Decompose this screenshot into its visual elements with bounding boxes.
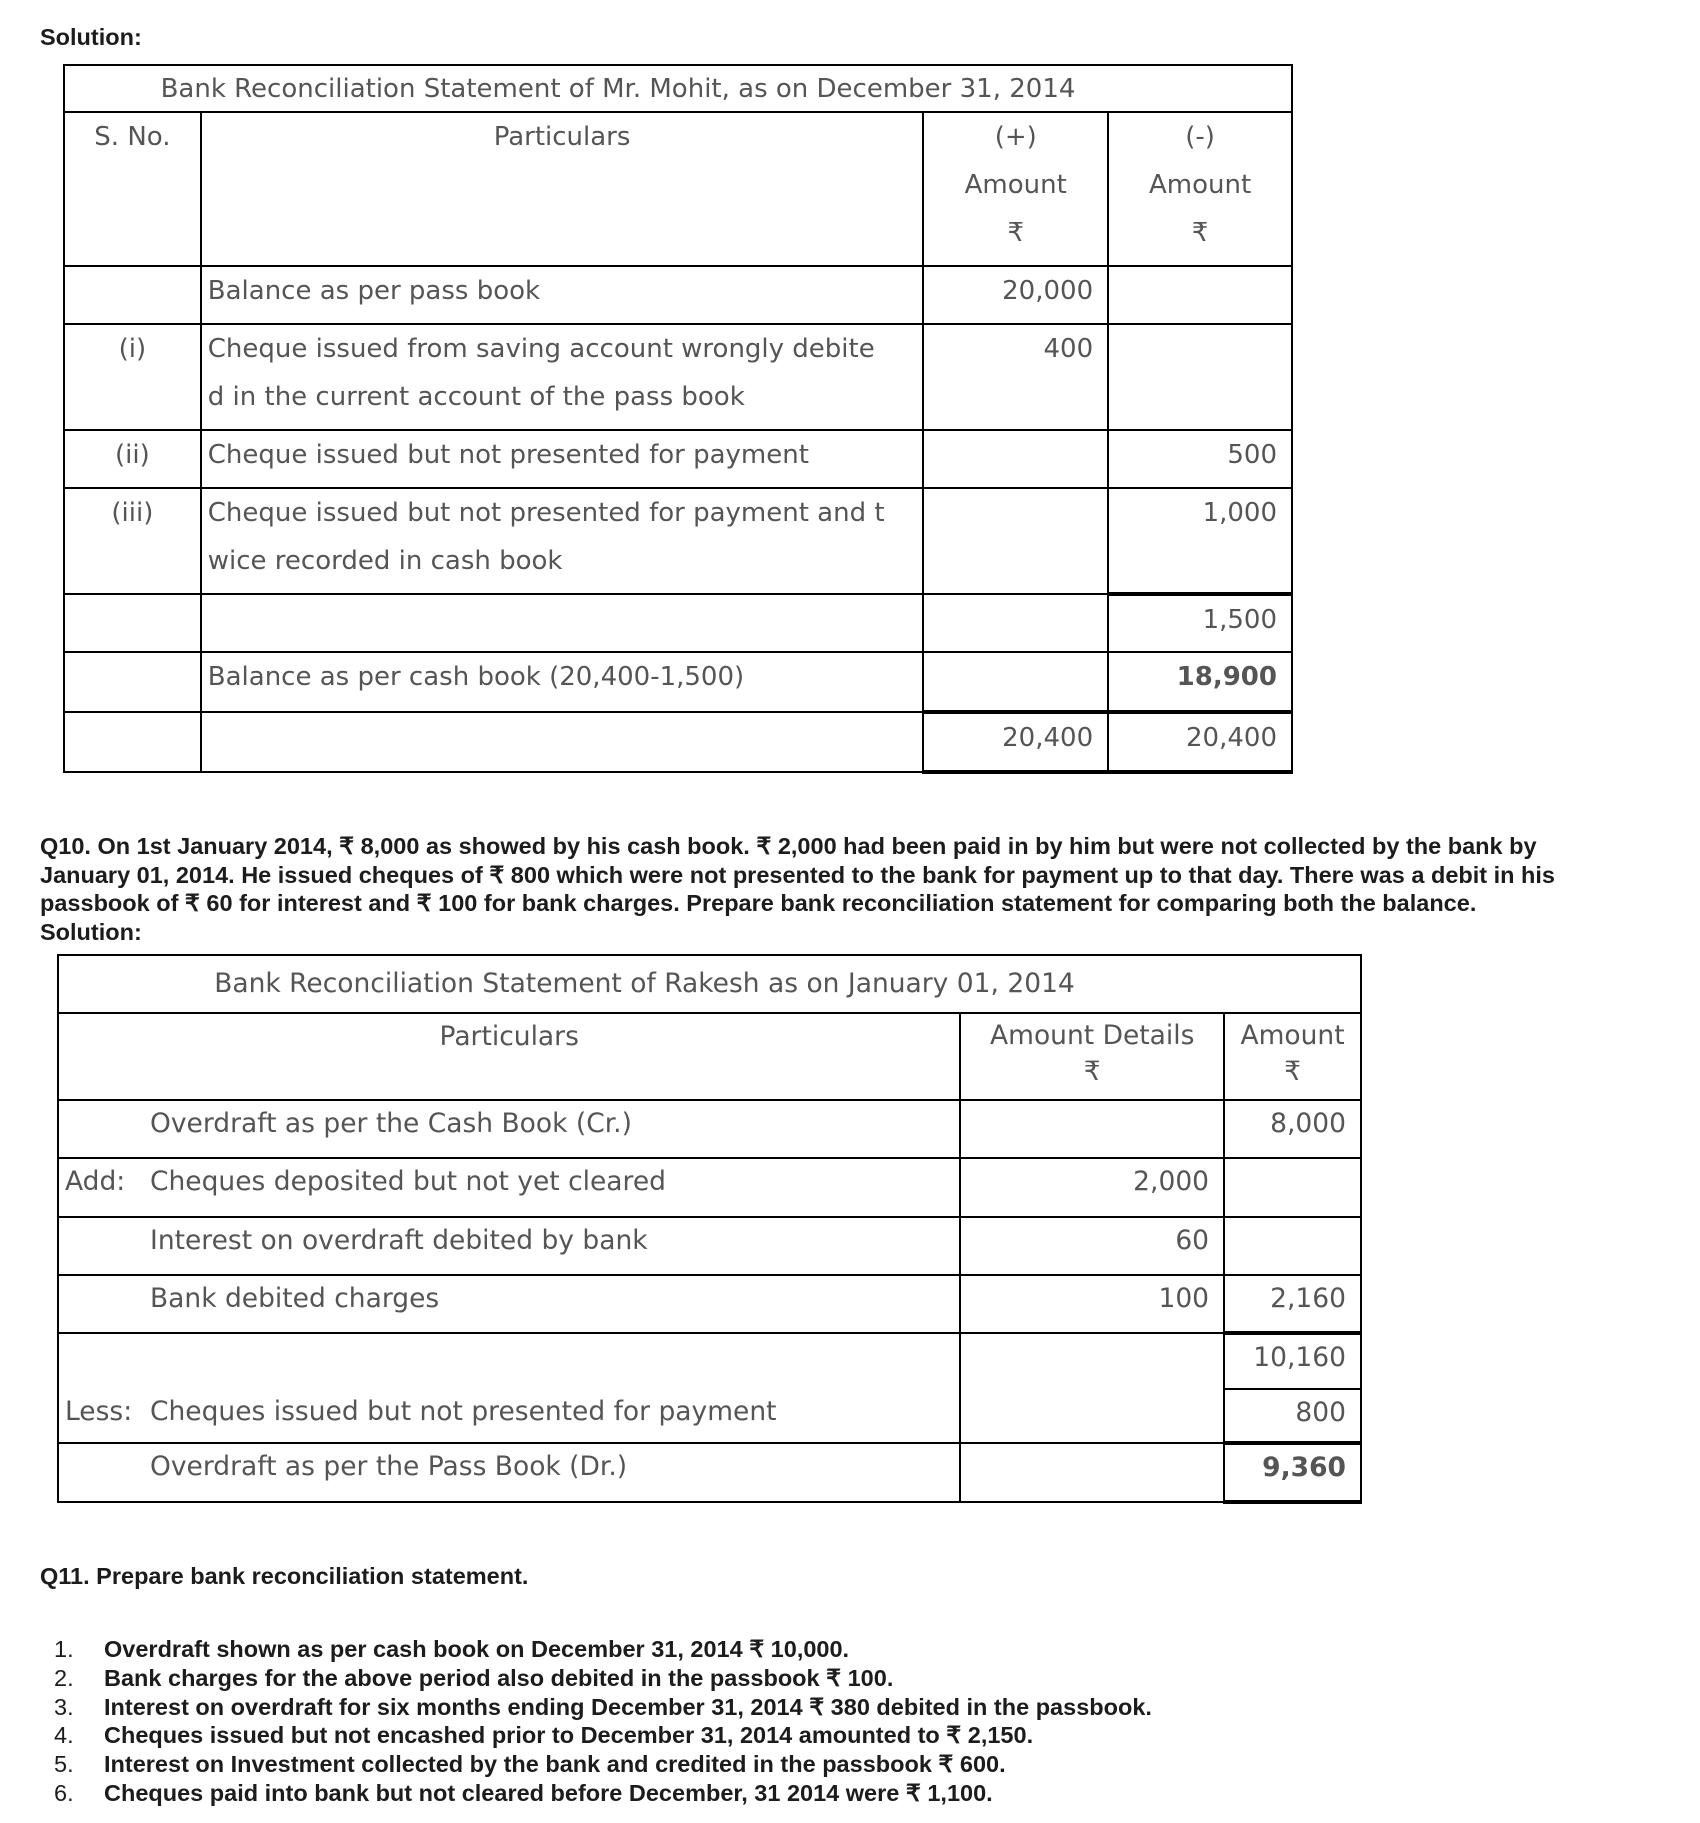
table-row [64,430,1292,488]
row-amount [1224,1217,1361,1275]
row-sno [64,712,201,772]
row-sno [64,266,201,324]
amount-label: Amount [1240,1020,1345,1051]
row-details-amount: 100 [960,1275,1224,1333]
row-subtotal: 10,160 [1224,1333,1361,1389]
table-title: Bank Reconciliation Statement of Mr. Mohit, as on December 31, 2014 [160,73,1076,104]
q10-line2: January 01, 2014. He issued cheques of ₹ 800 which were not presented to the bank for payment up to that day. There was a debit in his [40,862,1556,888]
table-row [64,594,1292,652]
row-plus-amount [923,430,1108,488]
q10-line1: Q10. On 1st January 2014, ₹ 8,000 as showed by his cash book. ₹ 2,000 had been paid in by him but were not collected by the bank by [40,833,1537,859]
header-plus-amount [923,112,1108,266]
solution-label: Solution: [40,24,142,50]
row-minus-amount: 1,000 [1108,488,1292,594]
row-label: Cheques issued but not presented for payment [150,1396,777,1427]
row-particulars [201,324,924,430]
bank-reconciliation-table-rakesh [57,954,1362,1504]
item-number: 3. [54,1693,74,1720]
row-minus-amount [1108,324,1292,430]
plus-sign: (+) [994,122,1037,152]
plus-amount-label: Amount [964,170,1067,200]
row-prefix-add: Add: [65,1166,126,1197]
row-particulars [58,1100,960,1158]
row-particulars: Balance as per cash book (20,400-1,500) [201,652,924,712]
header-particulars: Particulars [201,112,924,266]
row-particulars [58,1275,960,1333]
row-particulars-line1: Cheque issued but not presented for payment and t [207,498,885,528]
q10-solution-label: Solution: [40,919,142,945]
item-text: Cheques paid into bank but not cleared before December, 31 2014 were ₹ 1,100. [104,1779,993,1806]
row-particulars: Balance as per pass book [201,266,924,324]
header-amount-details [960,1013,1224,1100]
item-number: 2. [54,1664,74,1691]
item-text: Overdraft shown as per cash book on December 31, 2014 ₹ 10,000. [104,1636,850,1662]
row-amount [1224,1158,1361,1217]
rupee-icon: ₹ [1284,1056,1301,1087]
table-row [58,1158,1361,1217]
item-number: 4. [54,1722,74,1749]
row-particulars [201,488,924,594]
row-particulars [58,1217,960,1275]
row-minus-amount [1108,266,1292,324]
row-amount: 800 [1224,1389,1361,1443]
row-sno: (i) [64,324,201,430]
table-row [58,1333,1361,1389]
q11-title: Q11. Prepare bank reconciliation statement. [40,1563,529,1589]
row-particulars-line2: wice recorded in cash book [207,546,563,576]
row-plus-amount: 400 [923,324,1108,430]
header-minus-amount [1108,112,1292,266]
item-number: 1. [54,1636,74,1662]
row-minus-amount: 18,900 [1108,652,1292,712]
row-particulars [201,594,924,652]
row-details-amount [960,1389,1224,1443]
item-text: Interest on overdraft for six months ending December 31, 2014 ₹ 380 debited in the passbook. [104,1693,1152,1720]
item-text: Cheques issued but not encashed prior to December 31, 2014 amounted to ₹ 2,150. [104,1722,1034,1749]
item-number: 5. [54,1751,74,1778]
amount-details-label: Amount Details [990,1020,1195,1051]
row-details-amount [960,1333,1224,1389]
row-label: Interest on overdraft debited by bank [150,1225,648,1256]
row-particulars-line2: d in the current account of the pass book [207,382,745,412]
row-particulars [201,712,924,772]
minus-sign: (-) [1185,122,1215,152]
row-particulars [58,1158,960,1217]
table-row [64,266,1292,324]
table-row [64,712,1292,772]
row-plus-amount [923,594,1108,652]
table-row [58,1217,1361,1275]
row-amount: 2,160 [1224,1275,1361,1333]
item-text: Interest on Investment collected by the bank and credited in the passbook ₹ 600. [104,1751,1006,1778]
table-title: Bank Reconciliation Statement of Rakesh as on January 01, 2014 [214,968,1075,999]
row-minus-amount: 1,500 [1108,594,1292,652]
bank-reconciliation-table-mohit [63,64,1293,774]
row-sno [64,594,201,652]
table-row [58,1275,1361,1333]
item-text: Bank charges for the above period also debited in the passbook ₹ 100. [104,1664,894,1691]
row-plus-total: 20,400 [923,712,1108,772]
row-details-amount [960,1100,1224,1158]
minus-amount-label: Amount [1148,170,1252,200]
row-minus-amount: 500 [1108,430,1292,488]
header-particulars: Particulars [58,1013,960,1100]
row-particulars-line1: Cheque issued from saving account wrongly debite [207,334,875,364]
row-sno: (ii) [64,430,201,488]
row-label: Overdraft as per the Cash Book (Cr.) [150,1108,632,1139]
row-plus-amount: 20,000 [923,266,1108,324]
row-details-amount [960,1443,1224,1502]
header-sno: S. No. [64,112,201,266]
header-amount [1224,1013,1361,1100]
q10-line3: passbook of ₹ 60 for interest and ₹ 100 for bank charges. Prepare bank reconciliation statement for comparing both the balance. [40,890,1477,916]
table-row [58,1443,1361,1502]
rupee-icon: ₹ [1083,1056,1101,1087]
row-particulars: Cheque issued but not presented for payment [201,430,924,488]
row-sno: (iii) [64,488,201,594]
rupee-icon: ₹ [1191,218,1209,248]
row-label: Bank debited charges [150,1283,440,1314]
table-row [58,1100,1361,1158]
row-details-amount: 2,000 [960,1158,1224,1217]
row-prefix-less: Less: [65,1396,133,1427]
table-row [58,1389,1361,1443]
row-amount: 8,000 [1224,1100,1361,1158]
row-plus-amount [923,652,1108,712]
row-particulars [58,1443,960,1502]
row-plus-amount [923,488,1108,594]
row-particulars [58,1389,960,1443]
row-sno [64,652,201,712]
table-row [64,652,1292,712]
row-details-amount: 60 [960,1217,1224,1275]
row-label: Overdraft as per the Pass Book (Dr.) [150,1451,628,1482]
row-minus-total: 20,400 [1108,712,1292,772]
rupee-icon: ₹ [1007,218,1024,248]
row-particulars [58,1333,960,1389]
row-final-amount: 9,360 [1224,1443,1361,1502]
table-row [64,488,1292,594]
item-number: 6. [54,1779,74,1806]
table-row [64,324,1292,430]
row-label: Cheques deposited but not yet cleared [150,1166,666,1197]
